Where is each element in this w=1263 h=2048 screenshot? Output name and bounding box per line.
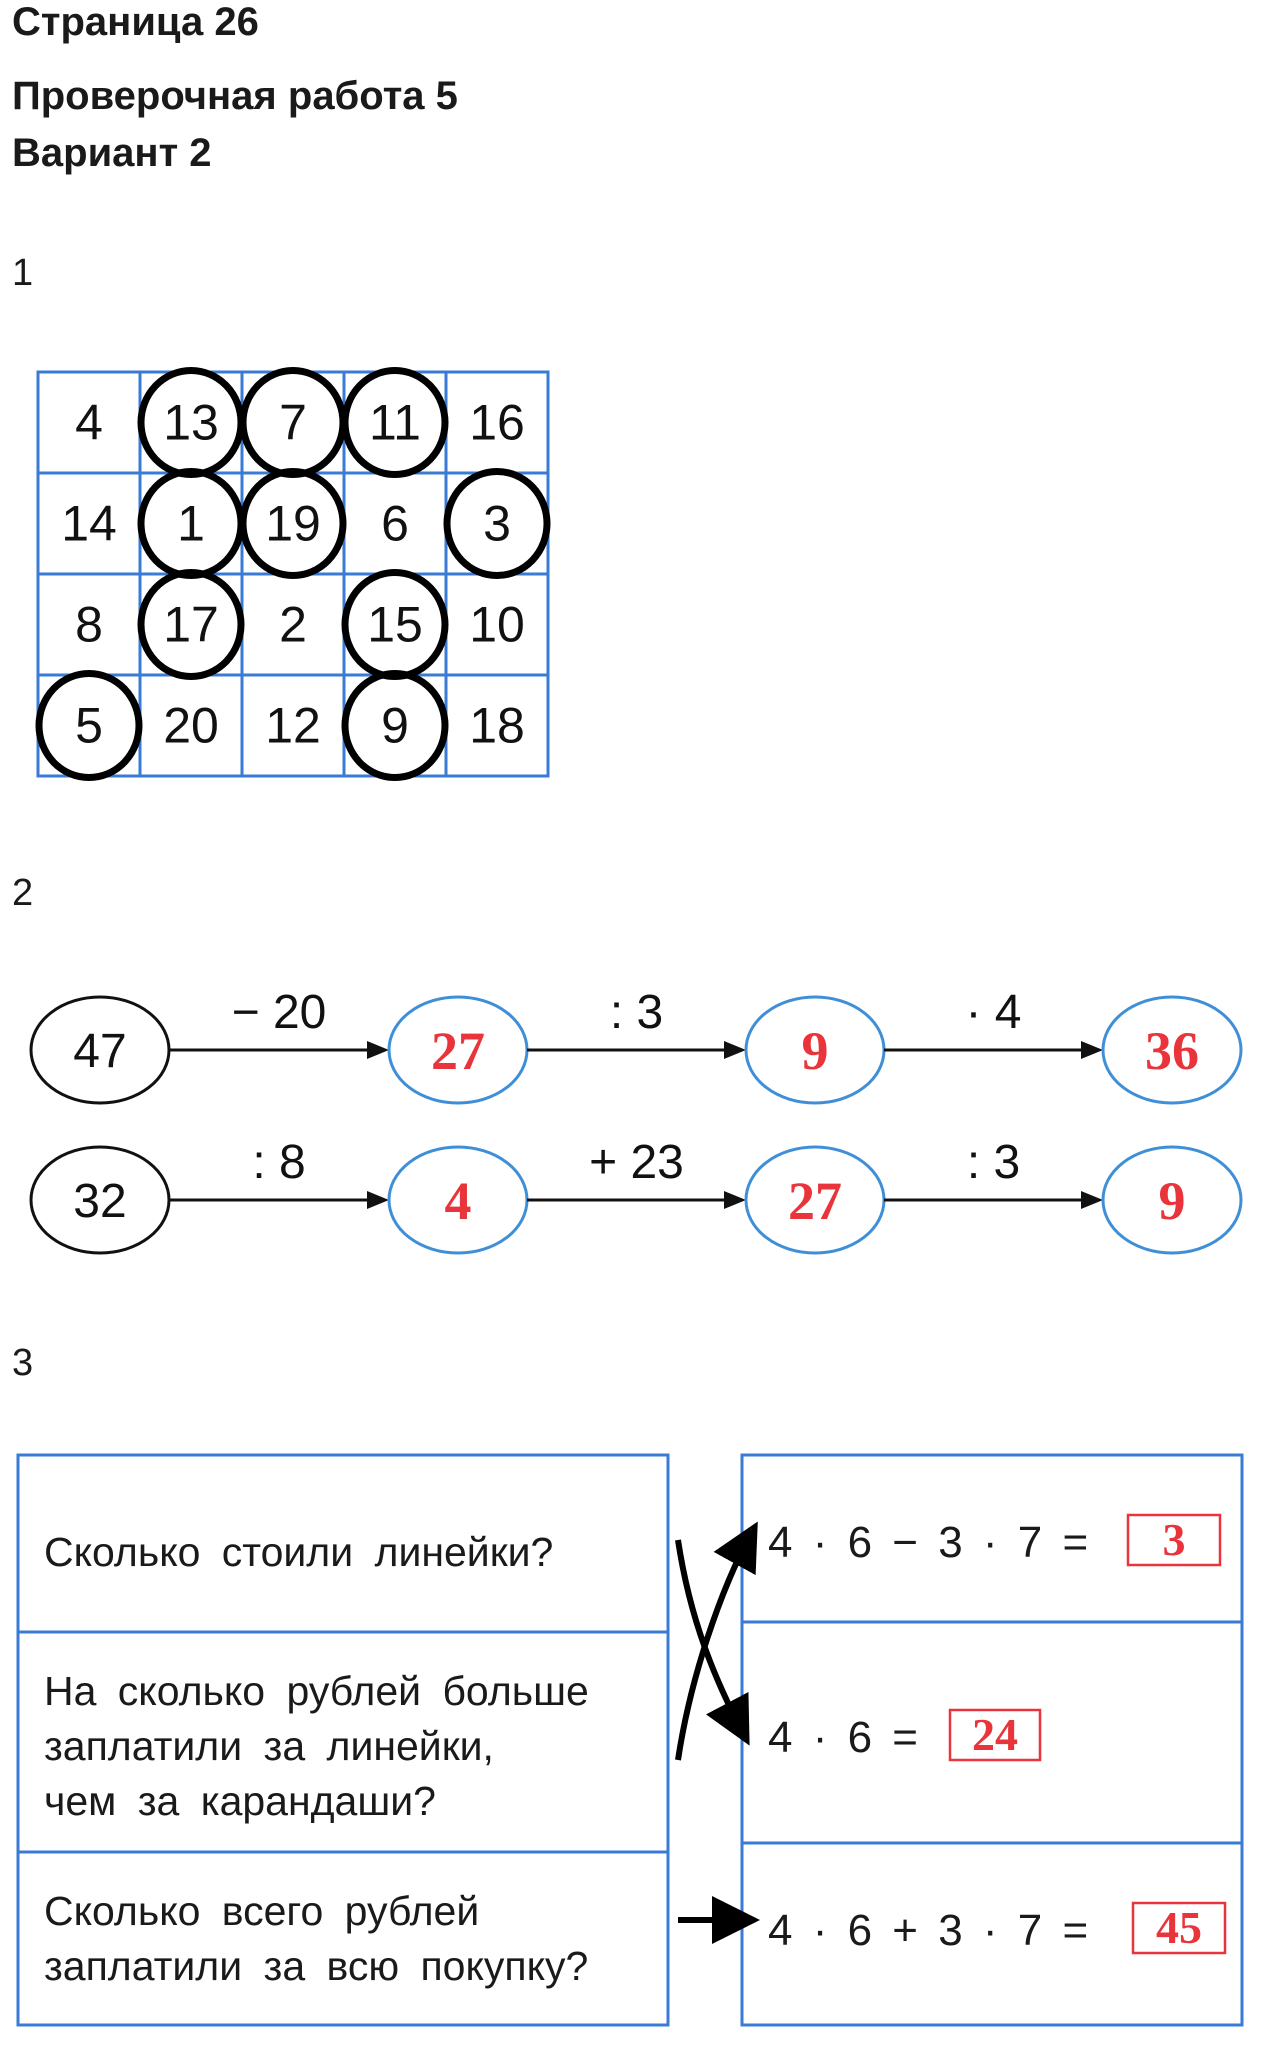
result-value: 9 [1158, 1171, 1186, 1231]
result-value: 9 [801, 1021, 829, 1081]
expression-text: 4 · 6 − 3 · 7 = [768, 1518, 1089, 1567]
question-text: заплатили за всю покупку? [44, 1943, 589, 1989]
start-value: 32 [73, 1175, 127, 1228]
grid-number: 13 [163, 394, 219, 451]
operation-label: : 3 [966, 1136, 1021, 1189]
start-value: 47 [73, 1025, 127, 1078]
grid-number: 11 [369, 394, 421, 451]
grid-number: 7 [279, 394, 307, 451]
test-title: Проверочная работа 5 [12, 74, 458, 118]
task-1-number: 1 [12, 252, 34, 294]
grid-number: 5 [75, 697, 103, 754]
grid-number: 18 [469, 697, 525, 754]
grid-number: 15 [367, 596, 423, 653]
operation-label: + 23 [589, 1136, 684, 1189]
expression-text: 4 · 6 = [768, 1713, 918, 1762]
operation-label: : 3 [609, 986, 664, 1039]
grid-number: 4 [75, 394, 103, 451]
grid-number: 14 [61, 495, 117, 552]
expression-text: 4 · 6 + 3 · 7 = [768, 1906, 1089, 1955]
operation-label: · 4 [965, 986, 1022, 1039]
grid-number: 9 [381, 697, 409, 754]
grid-number: 2 [279, 596, 307, 653]
result-value: 27 [431, 1021, 485, 1081]
variant-label: Вариант 2 [12, 131, 212, 175]
grid-number: 12 [265, 697, 321, 754]
question-text: заплатили за линейки, [44, 1723, 494, 1769]
grid-number: 3 [483, 495, 511, 552]
answer-value: 45 [1156, 1902, 1202, 1953]
result-value: 36 [1145, 1021, 1199, 1081]
grid-number: 17 [163, 596, 219, 653]
operation-label: − 20 [231, 986, 327, 1039]
grid-number: 8 [75, 596, 103, 653]
result-value: 27 [788, 1171, 842, 1231]
grid-number: 16 [469, 394, 525, 451]
question-text: чем за карандаши? [44, 1778, 436, 1824]
grid-number: 20 [163, 697, 219, 754]
answer-value: 24 [972, 1709, 1018, 1760]
question-text: На сколько рублей больше [44, 1668, 589, 1714]
grid-number: 1 [177, 495, 205, 552]
page-number: Страница 26 [12, 0, 259, 44]
operation-label: : 8 [252, 1136, 306, 1189]
grid-number: 10 [469, 596, 525, 653]
task-3-number: 3 [12, 1342, 34, 1384]
grid-number: 19 [265, 495, 321, 552]
answer-value: 3 [1162, 1514, 1186, 1565]
question-text: Сколько стоили линейки? [44, 1529, 554, 1575]
grid-number: 6 [381, 495, 409, 552]
task-2-number: 2 [12, 872, 34, 914]
question-text: Сколько всего рублей [44, 1888, 480, 1934]
result-value: 4 [444, 1171, 472, 1231]
